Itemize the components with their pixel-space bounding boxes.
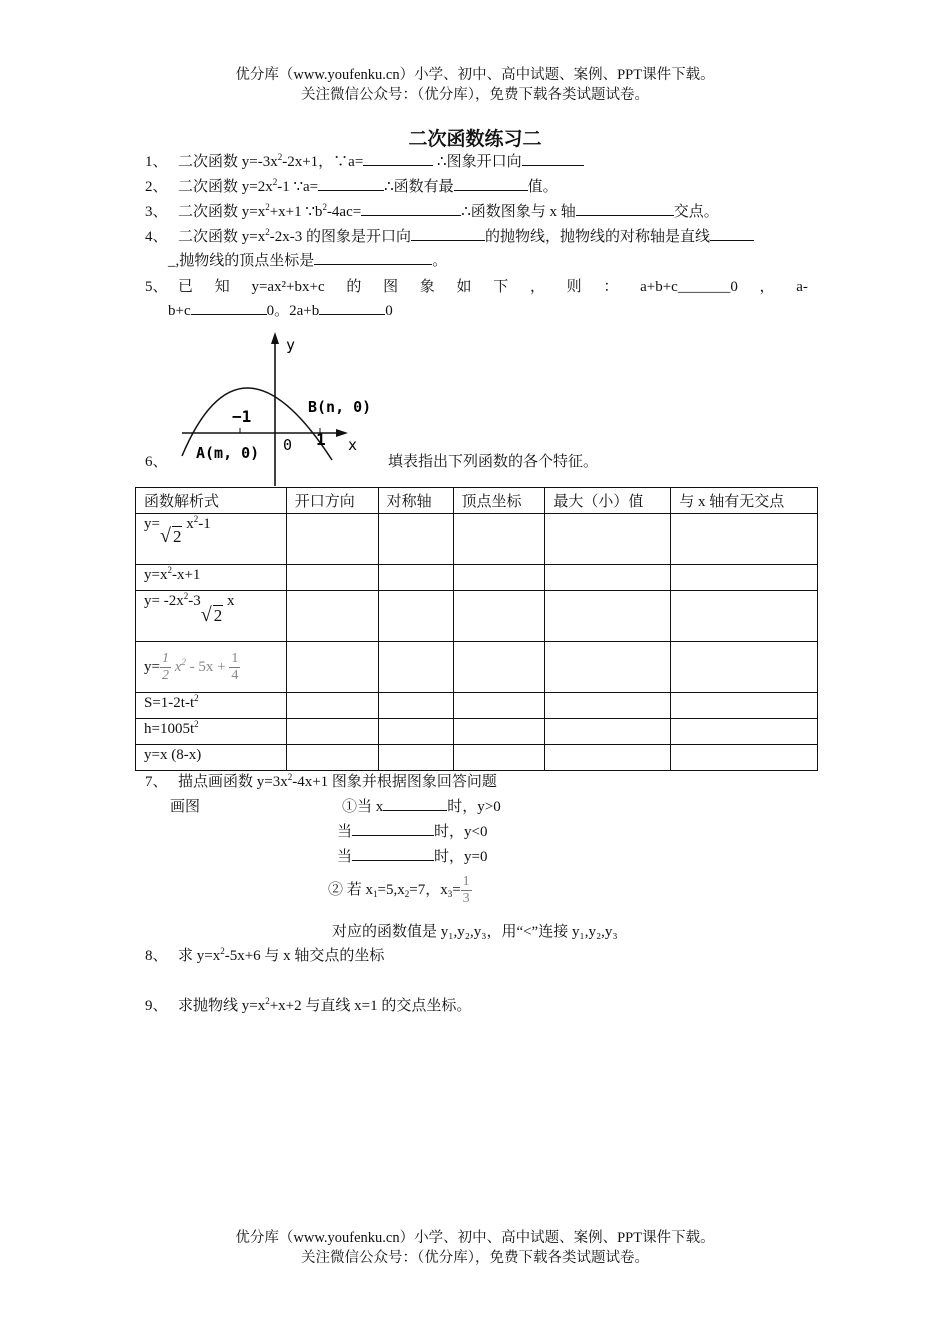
r4-text-a: y=: [144, 658, 160, 675]
r1-text-b: x: [182, 516, 194, 532]
q8-text-b: -5x+6 与 x 轴交点的坐标: [224, 948, 385, 964]
fraction: [160, 651, 171, 684]
r4-frac2-den: 4: [231, 667, 239, 683]
q5-text-c: 0: [385, 303, 393, 319]
table-header: 对称轴: [378, 488, 453, 514]
q7-sup: 2: [287, 772, 293, 782]
q3-text-e: 交点。: [673, 204, 719, 220]
q5-word: 则: [566, 279, 582, 295]
fraction: [461, 874, 472, 907]
q3-sup2: 2: [322, 202, 327, 212]
r4-sup: 2: [181, 656, 186, 667]
q4-text-d: _,抛物线的顶点坐标是: [168, 253, 315, 269]
q4-blank-c[interactable]: [314, 250, 432, 265]
q9-text-b: +x+2 与直线 x=1 的交点坐标。: [269, 998, 472, 1014]
q9-text-a: 求抛物线 y=x: [178, 998, 266, 1014]
q7-blank-2[interactable]: [352, 821, 434, 836]
q5-word: a+b+c_______0: [640, 279, 738, 295]
r1-radicand: 2: [172, 527, 182, 546]
feature-table: [135, 487, 818, 771]
function-cell: [136, 514, 287, 565]
r4-frac2-num: 1: [231, 650, 239, 666]
function-cell: y=x (8-x): [136, 745, 287, 771]
question-4-line-2: [168, 249, 833, 273]
q1-text-a: 二次函数 y=-3x: [178, 154, 278, 170]
q4-text-c: 的抛物线，抛物线的对称轴是直线: [484, 229, 710, 245]
q5-blank-b[interactable]: [319, 300, 385, 315]
table-row: [136, 565, 818, 591]
q5-number: 5、: [145, 279, 168, 295]
q1-text-c: ∴图象开口向: [433, 154, 522, 170]
q8-text-a: 求 y=x: [178, 948, 221, 964]
answer-cell[interactable]: [671, 693, 818, 719]
graph-label-0: 0: [283, 436, 293, 454]
q4-sup: 2: [265, 227, 270, 237]
q4-text-a: 二次函数 y=x: [178, 229, 266, 245]
q7-s4-sub3: 3: [447, 888, 453, 899]
q1-text-b: -2x+1，∵a=: [282, 154, 364, 170]
q7-sub-4: [328, 874, 472, 907]
r4-frac1-den: 2: [161, 667, 169, 683]
r5-sup: 2: [194, 693, 199, 703]
graph-x-label: x: [348, 436, 358, 454]
q3-blank-b[interactable]: [576, 201, 674, 216]
q7-s4-text-a: ② 若 x: [328, 881, 374, 898]
table-header-row: [136, 488, 818, 514]
header-line-1: 优分库（www.youfenku.cn）小学、初中、高中试题、案例、PPT课件下载。: [235, 67, 715, 83]
r3-text-c: x: [223, 593, 235, 609]
answer-cell[interactable]: [671, 719, 818, 745]
graph-label-B: B(n, 0): [308, 398, 372, 416]
r3-text-b: -3: [188, 593, 201, 609]
answer-cell[interactable]: [545, 719, 671, 745]
table-header: 函数解析式: [136, 488, 287, 514]
answer-cell[interactable]: [286, 591, 378, 642]
answer-cell[interactable]: [545, 514, 671, 565]
answer-cell[interactable]: [671, 745, 818, 771]
q2-blank-b[interactable]: [454, 176, 528, 191]
answer-cell[interactable]: [286, 693, 378, 719]
q7-draw-label: 画图: [170, 799, 201, 815]
q5-word: 知: [214, 279, 230, 295]
q7-sub-1: [342, 795, 501, 819]
q5-blank-a[interactable]: [191, 300, 267, 315]
q5-word: ：: [603, 279, 619, 295]
table-header: 最大（小）值: [545, 488, 671, 514]
q1-sup: 2: [277, 152, 283, 162]
q5-text-a: b+c: [168, 303, 191, 319]
q5-word: ，: [759, 279, 775, 295]
answer-cell[interactable]: [671, 642, 818, 693]
q7-s4-text-b: =5,x: [377, 881, 405, 898]
q2-text-d: 值。: [527, 179, 558, 195]
r4-text-c: - 5x +: [185, 658, 230, 675]
q4-number: 4、: [145, 229, 168, 245]
table-row: [136, 719, 818, 745]
table-row: [136, 514, 818, 565]
answer-cell[interactable]: [453, 642, 545, 693]
question-9: [145, 994, 810, 1018]
question-5-line-1: [178, 275, 808, 299]
r3-sup: 2: [183, 591, 189, 601]
q3-sup1: 2: [265, 202, 270, 212]
question-3: [145, 200, 810, 224]
answer-cell[interactable]: [453, 565, 545, 591]
table-row: [136, 591, 818, 642]
r4-text-b: x: [174, 658, 182, 675]
answer-cell[interactable]: [378, 745, 453, 771]
answer-cell[interactable]: [378, 642, 453, 693]
answer-cell[interactable]: [453, 745, 545, 771]
answer-cell[interactable]: [286, 514, 378, 565]
header-line-2: 关注微信公众号：（优分库），免费下载各类试题试卷。: [301, 87, 649, 103]
answer-cell[interactable]: [378, 591, 453, 642]
q5-word: 下: [493, 279, 509, 295]
q7-frac-den: 3: [462, 891, 470, 906]
r2-text-b: -x+1: [171, 567, 201, 583]
page-title: 二次函数练习二: [408, 128, 542, 150]
r3-radicand: 2: [213, 606, 223, 625]
answer-cell[interactable]: [286, 745, 378, 771]
q7-sub-2: [337, 820, 487, 844]
r5-text-a: S=1-2t-t: [144, 695, 195, 711]
r2-sup: 2: [167, 565, 172, 575]
q5-word: 象: [419, 279, 435, 295]
answer-cell[interactable]: [286, 565, 378, 591]
q7-s4-sub2: 2: [404, 888, 410, 899]
q7-text-b: -4x+1 图象并根据图象回答问题: [292, 774, 497, 790]
y-axis-arrow-icon: [271, 332, 279, 344]
answer-cell[interactable]: [671, 514, 818, 565]
q3-number: 3、: [145, 204, 168, 220]
question-6-text: 填表指出下列函数的各个特征。: [388, 454, 599, 470]
r1-text-a: y=: [144, 516, 160, 532]
fraction: [229, 651, 240, 684]
answer-cell[interactable]: [545, 591, 671, 642]
q5-word: 的: [346, 279, 362, 295]
q5-text-b: 0。2a+b: [266, 303, 320, 319]
function-cell: [136, 642, 287, 693]
answer-cell[interactable]: [286, 719, 378, 745]
function-cell: [136, 719, 287, 745]
footer-line-1: 优分库（www.youfenku.cn）小学、初中、高中试题、案例、PPT课件下载。: [235, 1230, 715, 1246]
q9-number: 9、: [145, 998, 168, 1014]
q1-blank-a[interactable]: [363, 151, 433, 166]
answer-cell[interactable]: [378, 565, 453, 591]
graph-y-label: y: [286, 336, 296, 354]
r1-text-c: -1: [198, 516, 211, 532]
answer-cell[interactable]: [453, 693, 545, 719]
graph-label-1: 1: [316, 430, 326, 449]
question-8: [145, 944, 810, 968]
answer-cell[interactable]: [545, 642, 671, 693]
q1-number: 1、: [145, 154, 168, 170]
q7-number: 7、: [145, 774, 168, 790]
q7-sub-5: 对应的函数值是 y₁,y₂,y₃，用“<”连接 y₁,y₂,y₃: [332, 924, 618, 940]
q2-sup: 2: [272, 177, 278, 187]
question-2: [145, 175, 810, 199]
q2-text-a: 二次函数 y=2x: [178, 179, 273, 195]
q8-number: 8、: [145, 948, 168, 964]
answer-cell[interactable]: [545, 745, 671, 771]
question-5-line-2: [168, 299, 833, 323]
q2-number: 2、: [145, 179, 168, 195]
function-cell: [136, 565, 287, 591]
footer-line-2: 关注微信公众号：（优分库），免费下载各类试题试卷。: [301, 1250, 649, 1266]
q5-word: 已: [178, 279, 194, 295]
q7-s1-text-b: 时，y>0: [447, 799, 501, 815]
q5-word: 图: [383, 279, 399, 295]
q3-text-a: 二次函数 y=x: [178, 204, 266, 220]
answer-cell[interactable]: [378, 719, 453, 745]
q5-word: ，: [529, 279, 545, 295]
r4-frac1-num: 1: [161, 650, 169, 666]
q7-s4-text-c: =7，x: [409, 881, 448, 898]
table-row: [136, 642, 818, 693]
q4-text-e: 。: [432, 253, 448, 269]
r6-text-a: h=1005t: [144, 721, 195, 737]
q7-blank-3[interactable]: [352, 846, 434, 861]
q7-s1-text-a: ①当 x: [342, 799, 384, 815]
table-header: 顶点坐标: [453, 488, 545, 514]
table-row: [136, 693, 818, 719]
q7-s4-sub1: 1: [373, 888, 378, 899]
q1-blank-b[interactable]: [522, 151, 584, 166]
answer-cell[interactable]: [286, 642, 378, 693]
q5-word: a-: [796, 279, 808, 295]
answer-cell[interactable]: [671, 565, 818, 591]
question-1: [145, 150, 810, 174]
r2-text-a: y=x: [144, 567, 168, 583]
q7-s3-text-a: 当: [337, 849, 353, 865]
q9-sup: 2: [265, 996, 270, 1006]
q7-blank-1[interactable]: [383, 796, 447, 811]
answer-cell[interactable]: [545, 693, 671, 719]
q7-sub-3: [337, 845, 487, 869]
table-header: 开口方向: [286, 488, 378, 514]
table-header: 与 x 轴有无交点: [671, 488, 818, 514]
r1-sup: 2: [193, 514, 199, 524]
answer-cell[interactable]: [545, 565, 671, 591]
function-cell: [136, 693, 287, 719]
q5-word: 如: [456, 279, 472, 295]
q7-frac-num: 1: [462, 874, 470, 889]
x-axis-arrow-icon: [336, 429, 348, 437]
q2-blank-a[interactable]: [318, 176, 384, 191]
question-4: [145, 225, 810, 249]
q2-text-c: ∴函数有最: [384, 179, 454, 195]
sqrt-symbol: √ 2: [159, 525, 182, 547]
q2-text-b: -1 ∵a=: [277, 179, 319, 195]
r6-sup: 2: [194, 719, 199, 729]
q4-text-b: -2x-3 的图象是开口向: [269, 229, 411, 245]
answer-cell[interactable]: [378, 693, 453, 719]
q6-number: 6、: [145, 454, 168, 470]
question-7: [145, 770, 810, 794]
q4-blank-a[interactable]: [411, 226, 485, 241]
q3-text-b: +x+1 ∵b: [269, 204, 323, 220]
graph-label-A: A(m, 0): [196, 444, 260, 462]
answer-cell[interactable]: [671, 591, 818, 642]
q7-s2-text-a: 当: [337, 824, 353, 840]
answer-cell[interactable]: [453, 591, 545, 642]
answer-cell[interactable]: [378, 514, 453, 565]
q4-blank-b[interactable]: [710, 226, 754, 241]
q7-s2-text-b: 时，y<0: [434, 824, 488, 840]
sqrt-symbol: √ 2: [200, 604, 223, 626]
answer-cell[interactable]: [453, 719, 545, 745]
q7-text-a: 描点画函数 y=3x: [178, 774, 288, 790]
q5-word: y=ax²+bx+c: [251, 279, 325, 295]
graph-label-minus1: −1: [232, 407, 252, 426]
function-cell: [136, 591, 287, 642]
q3-text-d: ∴函数图象与 x 轴: [461, 204, 576, 220]
q7-s3-text-b: 时，y=0: [434, 849, 488, 865]
q8-sup: 2: [220, 946, 225, 956]
r3-text-a: y= -2x: [144, 593, 184, 609]
q3-blank-a[interactable]: [361, 201, 461, 216]
answer-cell[interactable]: [453, 514, 545, 565]
q7-s4-text-d: =: [452, 881, 461, 898]
table-row: [136, 745, 818, 771]
q3-text-c: -4ac=: [326, 204, 362, 220]
